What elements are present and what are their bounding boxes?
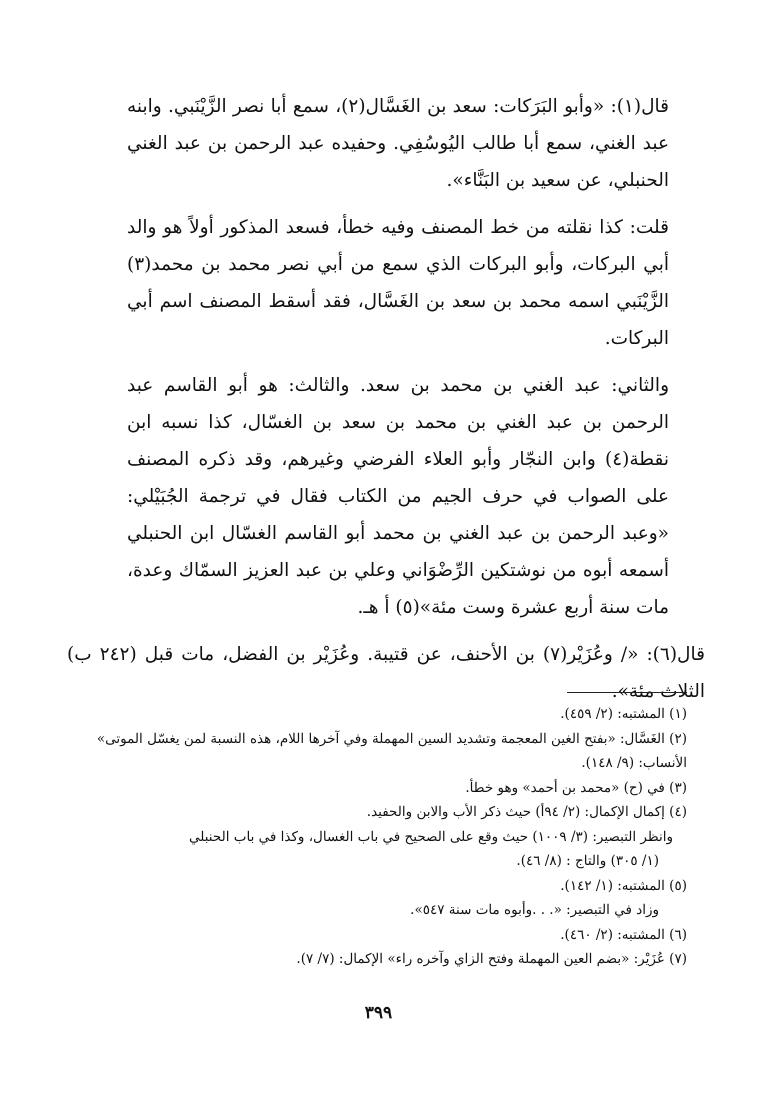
footnote-5-continued: وزاد في التبصير: «. . .وأبوه مات سنة ٥٤٧». xyxy=(410,902,659,918)
footnote-5: (٥) المشتبه: (١/ ١٤٢). xyxy=(560,877,687,894)
paragraph-1: قال(١): «وأبو البَرَكات: سعد بن الغَسَّال(٢)، سمع أبا نصر الزَّيْنَبي. وابنه عبد الغني، سمع أبا طالب اليُوسُفِي. وحفيده عبد الرحمن بن عبد الغني الحنبلي، عن سعيد بن البَنَّاء». xyxy=(127,96,669,191)
footnote-divider xyxy=(567,692,687,693)
footnotes xyxy=(77,702,687,972)
main-text xyxy=(67,88,705,720)
footnote-3: (٣) في (ح) «محمد بن أحمد» وهو خطأ. xyxy=(465,779,687,796)
paragraph-4: قال(٦): «/ وعُزَيْر(٧) بن الأحنف، عن قتيبة. وعُزَيْر بن الفضل، مات قبل (٢٤٢ ب) الثلاث مئة». xyxy=(67,644,705,702)
footnote-6: (٦) المشتبه: (٢/ ٤٦٠). xyxy=(560,926,687,943)
footnote-4: (٤) إكمال الإكمال: (٢/ ٩٤أ) حيث ذكر الأب والابن والحفيد. xyxy=(366,804,687,820)
paragraph-3: والثاني: عبد الغني بن محمد بن سعد. والثالث: هو أبو القاسم عبد الرحمن بن عبد الغني بن محمد بن سعد بن الغسّال، كذا نسبه ابن نقطة(٤) وابن النجّار وأبو العلاء الفرضي وغيرهم، وقد ذكره المصنف على الصواب في حرف الجيم من الكتاب فقال في ترجمة الجُبَيْلي: «وعبد الرحمن بن عبد الغني بن محمد أبو القاسم الغسّال ابن الحنبلي أسمعه أبوه من نوشتكين الرِّضْوَاني وعلي بن عبد العزيز السمّاك وعدة، مات سنة أربع عشرة وست مئة»(٥) أ هـ. xyxy=(127,375,669,618)
footnote-2: (٢) الغَسَّال: «بفتح الغين المعجمة وتشديد السين المهملة وفي آخرها اللام، هذه النسبة لمن يغسّل الموتى» الأنساب: (٩/ ١٤٨). xyxy=(96,730,687,771)
footnote-1: (١) المشتبه: (٢/ ٤٥٩). xyxy=(560,706,687,722)
paragraph-2: قلت: كذا نقلته من خط المصنف وفيه خطأ، فسعد المذكور أولاً هو والد أبي البركات، وأبو البركات الذي سمع من أبي نصر محمد بن محمد(٣) الزَّيْنَبي اسمه محمد بن سعد بن الغَسَّال، فقد أسقط المصنف اسم أبي البركات. xyxy=(127,217,669,349)
footnote-4-continued-2: (١/ ٣٠٥) والتاج : (٨/ ٤٦). xyxy=(516,853,659,869)
page-number: ٣٩٩ xyxy=(364,1003,393,1023)
footnote-7: (٧) عُزَيْر: «بضم العين المهملة وفتح الزاي وآخره راء» الإكمال: (٧/ ٧). xyxy=(296,951,687,967)
footnote-4-continued: وانظر التبصير: (٣/ ١٠٠٩) حيث وقع على الصحيح في باب الغسال، وكذا في باب الحنبلي xyxy=(189,828,673,845)
